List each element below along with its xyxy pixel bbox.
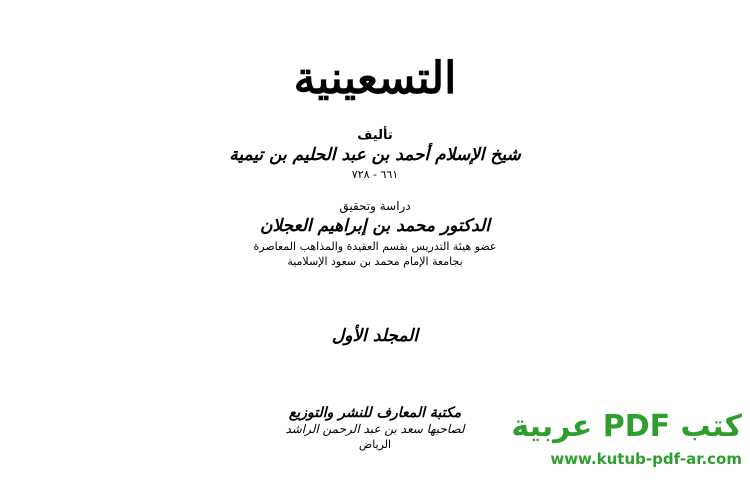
- editor-university: بجامعة الإمام محمد بن سعود الإسلامية: [287, 255, 463, 268]
- study-and-editing-label: دراسة وتحقيق: [339, 199, 411, 213]
- authored-by-label: تأليف: [357, 128, 393, 143]
- watermark-title: كتب PDF عربية: [511, 409, 742, 444]
- author-name: شيخ الإسلام أحمد بن عبد الحليم بن تيمية: [229, 145, 521, 165]
- editor-affiliation: عضو هيئة التدريس بقسم العقيدة والمذاهب المعاصرة: [253, 240, 497, 253]
- volume-label: المجلد الأول: [331, 326, 419, 346]
- watermark-url: www.kutub-pdf-ar.com: [550, 450, 742, 468]
- publisher-city: الرياض: [358, 438, 392, 451]
- author-years: ٦٦١ - ٧٢٨: [351, 168, 399, 181]
- book-title: التسعينية: [293, 53, 457, 104]
- editor-name: الدكتور محمد بن إبراهيم العجلان: [260, 216, 490, 236]
- publisher-owner: لصاحبها سعد بن عبد الرحمن الراشد: [285, 422, 465, 436]
- publisher-name: مكتبة المعارف للنشر والتوزيع: [288, 405, 462, 421]
